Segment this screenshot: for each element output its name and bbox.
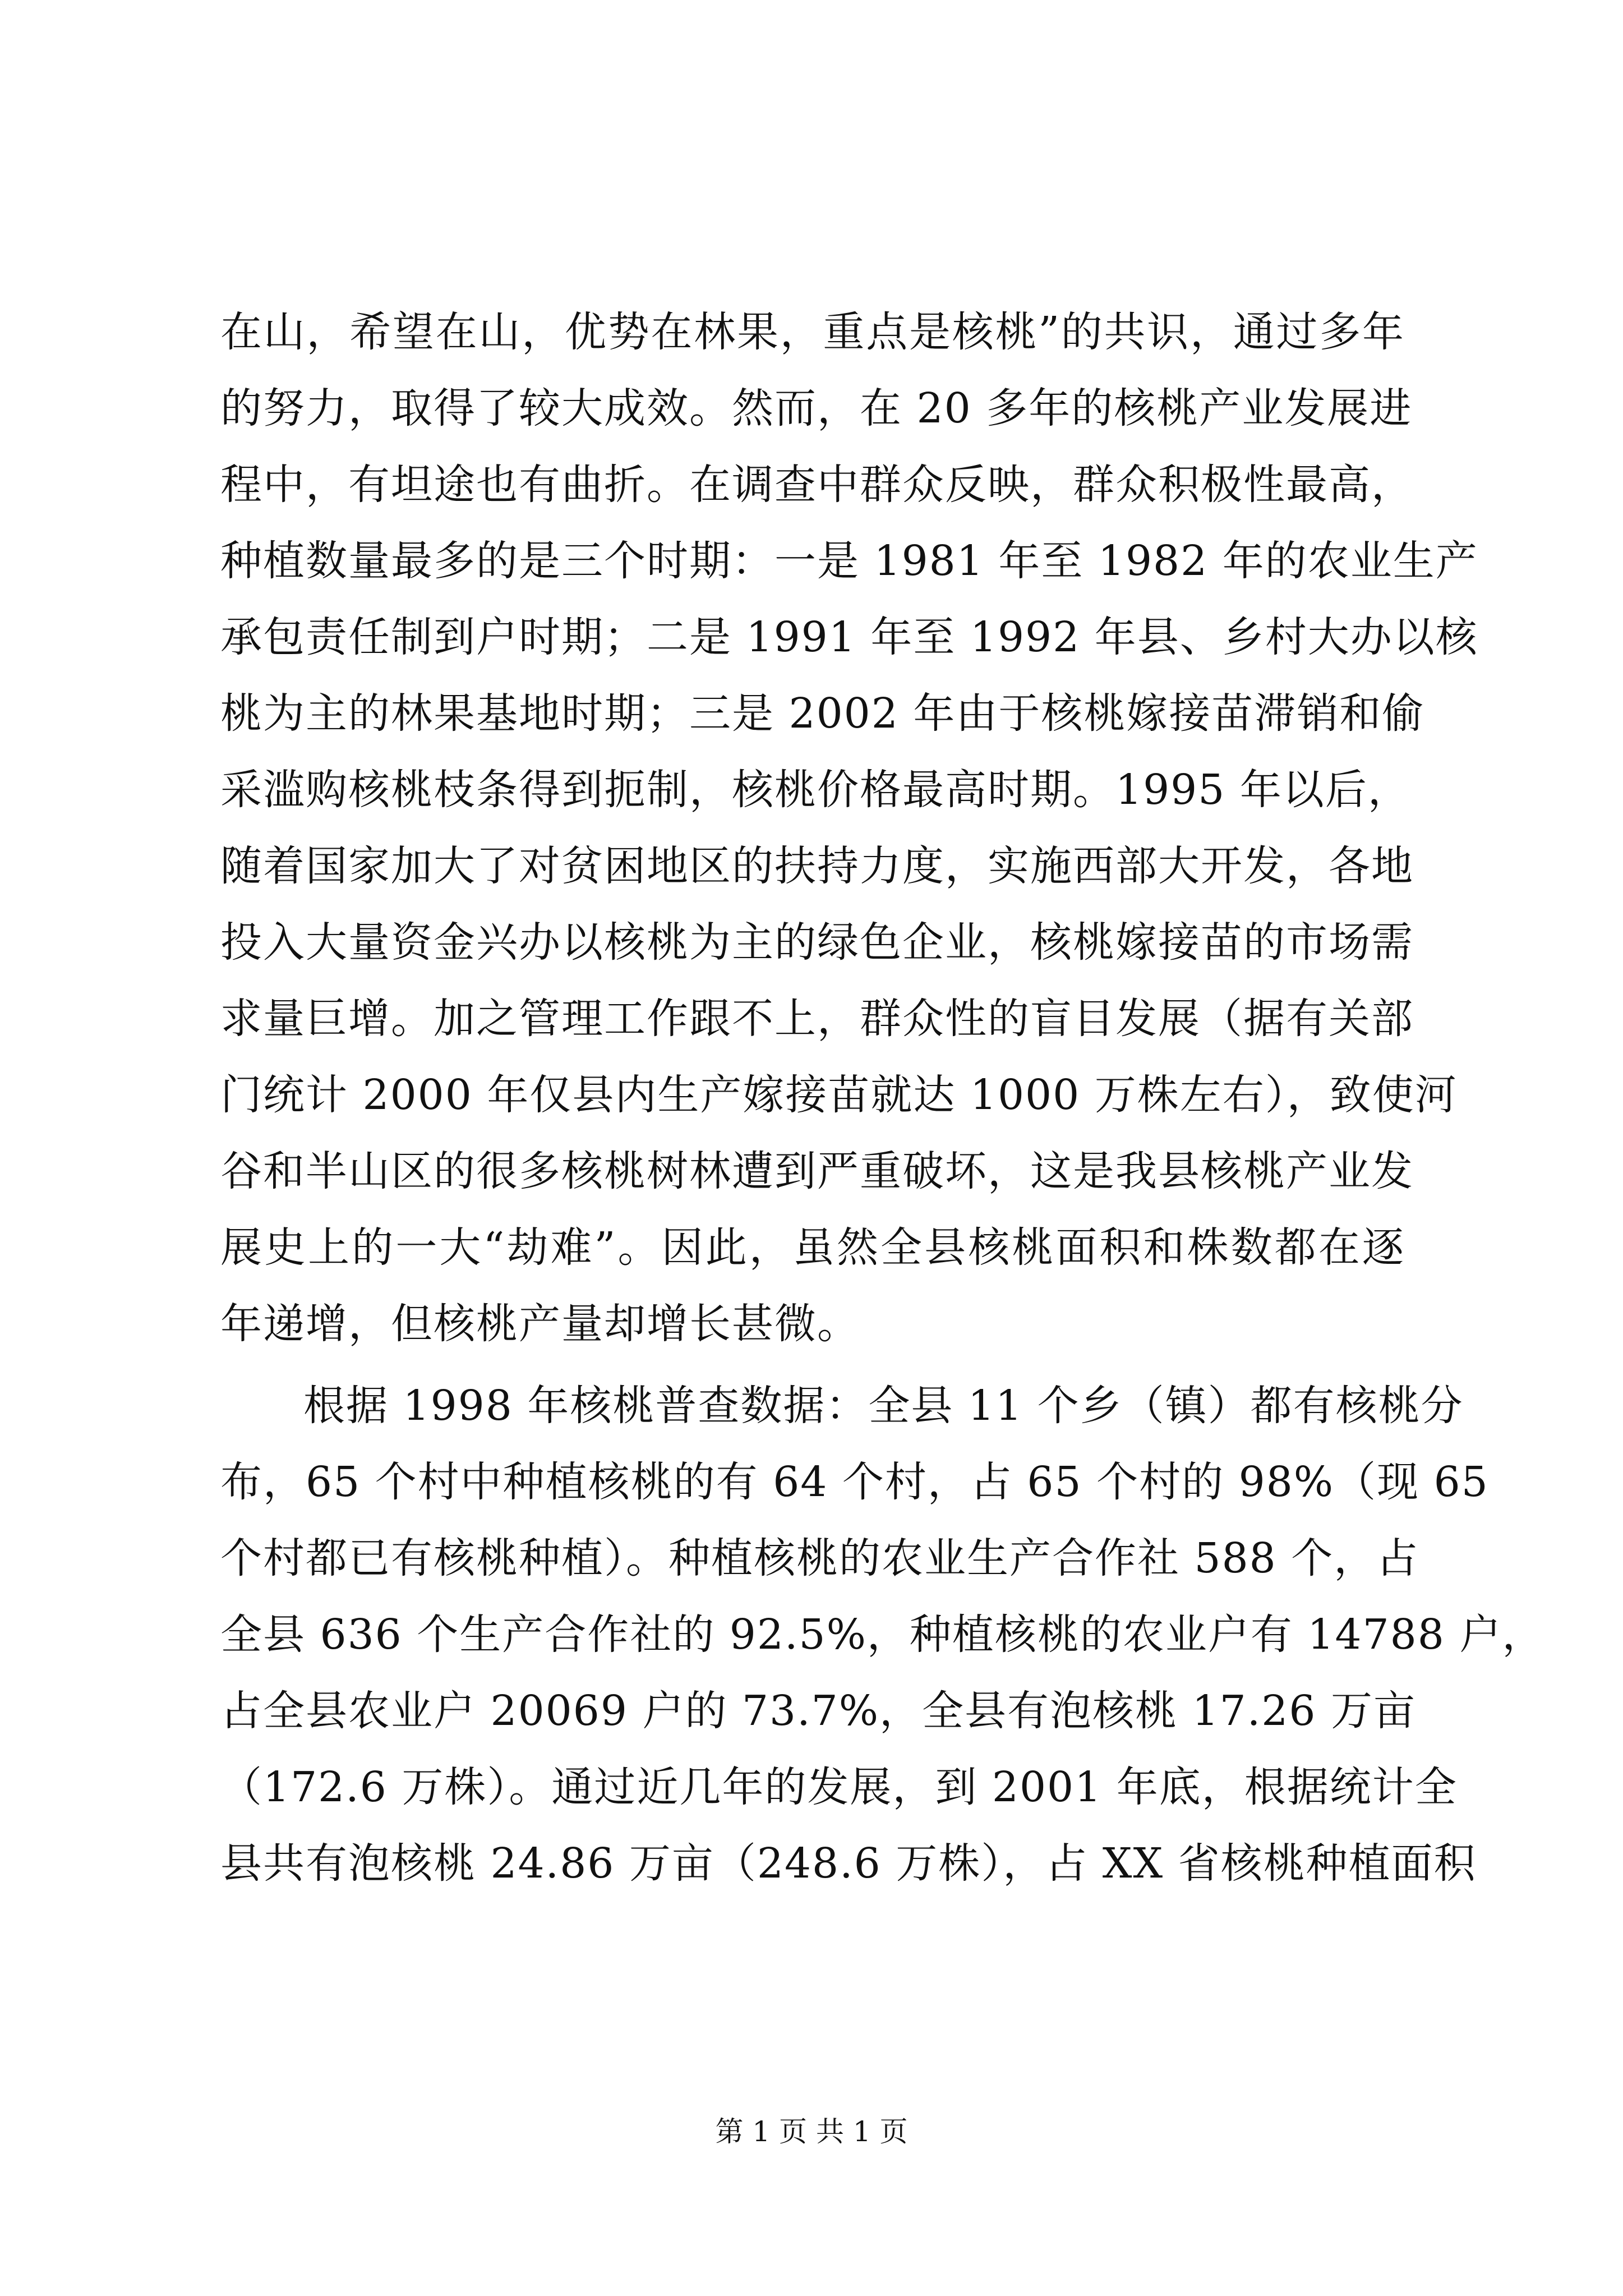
text-line: 年递增，但核桃产量却增长甚微。 — [220, 1300, 860, 1348]
text-line: 县共有泡核桃 24.86 万亩（248.6 万株），占 XX 省核桃种植面积 — [220, 1839, 1477, 1888]
text-line: 展史上的一大“劫难”。因此，虽然全县核桃面积和株数都在逐 — [220, 1223, 1405, 1272]
text-line: 随着国家加大了对贫困地区的扶持力度，实施西部大开发，各地 — [220, 842, 1414, 890]
text-line: 全县 636 个生产合作社的 92.5%，种植核桃的农业户有 14788 户， — [220, 1611, 1545, 1659]
text-line: 根据 1998 年核桃普查数据：全县 11 个乡（镇）都有核桃分 — [303, 1382, 1464, 1430]
page-footer — [0, 2115, 1623, 2148]
text-line: 桃为主的林果基地时期；三是 2002 年由于核桃嫁接苗滞销和偷 — [220, 689, 1425, 738]
text-line: 占全县农业户 20069 户的 73.7%，全县有泡核桃 17.26 万亩 — [220, 1687, 1416, 1735]
text-line: 在山，希望在山，优势在林果，重点是核桃”的共识，通过多年 — [220, 308, 1405, 356]
text-line: （172.6 万株）。通过近几年的发展，到 2001 年底，根据统计全 — [220, 1763, 1458, 1811]
text-line: 种植数量最多的是三个时期：一是 1981 年至 1982 年的农业生产 — [220, 537, 1478, 585]
text-line: 个村都已有核桃种植）。种植核桃的农业生产合作社 588 个，占 — [220, 1534, 1419, 1582]
text-line: 布，65 个村中种植核桃的有 64 个村，占 65 个村的 98%（现 65 — [220, 1458, 1489, 1506]
text-line: 求量巨增。加之管理工作跟不上，群众性的盲目发展（据有关部 — [220, 995, 1414, 1043]
text-line: 采滥购核桃枝条得到扼制，核桃价格最高时期。1995 年以后， — [220, 766, 1410, 814]
text-line: 谷和半山区的很多核桃树林遭到严重破坏，这是我县核桃产业发 — [220, 1147, 1414, 1195]
text-line: 承包责任制到户时期；二是 1991 年至 1992 年县、乡村大办以核 — [220, 613, 1478, 661]
text-line: 门统计 2000 年仅县内生产嫁接苗就达 1000 万株左右），致使河 — [220, 1071, 1458, 1119]
text-line: 投入大量资金兴办以核桃为主的绿色企业，核桃嫁接苗的市场需 — [220, 918, 1414, 967]
text-line: 的努力，取得了较大成效。然而，在 20 多年的核桃产业发展进 — [220, 384, 1413, 432]
text-line: 程中，有坦途也有曲折。在调查中群众反映，群众积极性最高， — [220, 461, 1414, 509]
page-number-label: 第 1 页 共 1 页 — [715, 2115, 908, 2148]
